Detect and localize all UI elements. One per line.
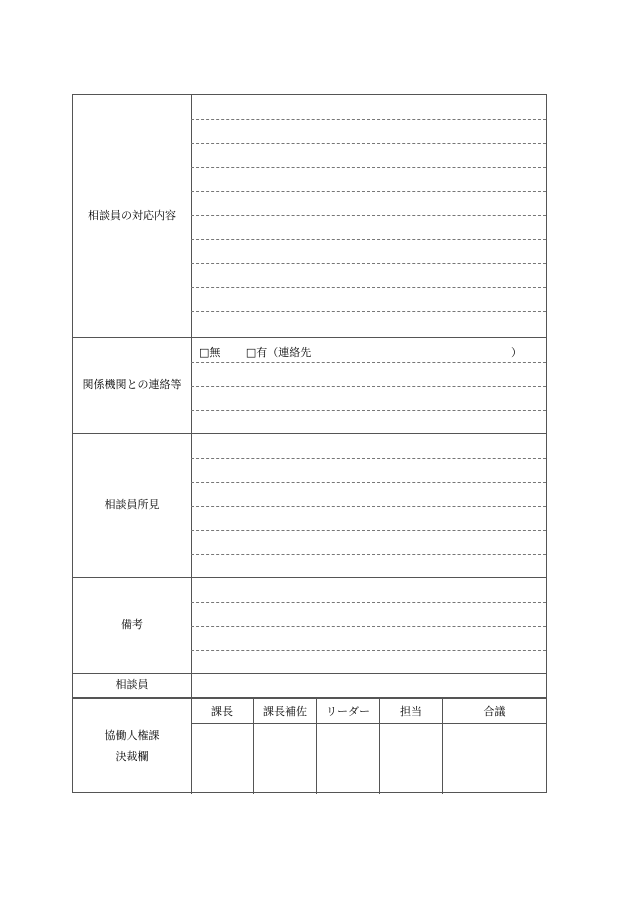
approval-stamp-area — [191, 723, 546, 794]
writing-line — [191, 239, 546, 240]
contact-options — [199, 344, 538, 360]
stamp-box-leader[interactable] — [317, 723, 380, 794]
approval-col-leader: リーダー — [317, 699, 380, 723]
writing-line — [191, 143, 546, 144]
row-approval — [73, 699, 546, 794]
checkbox-none[interactable]: □無 — [199, 346, 221, 359]
writing-line — [191, 215, 546, 216]
label-approval — [73, 699, 192, 794]
consultation-record-form — [72, 94, 547, 793]
approval-col-deputy-chief: 課長補佐 — [254, 699, 317, 723]
label-remarks: 備考 — [73, 578, 192, 673]
writing-line — [191, 119, 546, 120]
row-counselor-opinion — [73, 434, 546, 578]
contact-close-paren: ） — [511, 346, 522, 359]
label-response-content: 相談員の対応内容 — [73, 95, 192, 337]
label-counselor-opinion: 相談員所見 — [73, 434, 192, 577]
writing-line — [191, 554, 546, 555]
label-counselor: 相談員 — [73, 674, 192, 697]
response-content-area[interactable] — [191, 95, 546, 337]
writing-line — [191, 482, 546, 483]
stamp-box-section-chief[interactable] — [191, 723, 254, 794]
writing-line — [191, 311, 546, 312]
row-agency-contact — [73, 338, 546, 434]
checkbox-yes[interactable]: □有（連絡先 — [245, 346, 312, 359]
row-counselor — [73, 674, 546, 699]
writing-line — [191, 386, 546, 387]
counselor-opinion-area[interactable] — [191, 434, 546, 577]
approval-header — [191, 699, 546, 724]
approval-col-consultation: 合議 — [483, 705, 506, 718]
stamp-box-deputy-chief[interactable] — [254, 723, 317, 794]
writing-line — [191, 650, 546, 651]
stamp-box-staff[interactable] — [380, 723, 443, 794]
remarks-area[interactable] — [191, 578, 546, 673]
writing-line — [191, 602, 546, 603]
stamp-box-consultation[interactable] — [443, 723, 546, 794]
approval-dept-label: 協働人権課 — [104, 728, 160, 742]
writing-line — [191, 410, 546, 411]
writing-line — [191, 287, 546, 288]
writing-line — [191, 263, 546, 264]
writing-line — [191, 167, 546, 168]
writing-line — [191, 458, 546, 459]
writing-line — [191, 626, 546, 627]
counselor-field[interactable] — [191, 674, 546, 697]
row-remarks — [73, 578, 546, 674]
approval-col-section-chief: 課長 — [191, 699, 254, 723]
agency-contact-area[interactable] — [191, 338, 546, 433]
label-agency-contact: 関係機関との連絡等 — [73, 338, 192, 433]
writing-line — [191, 506, 546, 507]
row-response-content — [73, 95, 546, 338]
writing-line — [191, 362, 546, 363]
writing-line — [191, 191, 546, 192]
writing-line — [191, 530, 546, 531]
approval-col-staff: 担当 — [380, 699, 443, 723]
approval-field-label: 決裁欄 — [115, 749, 149, 763]
